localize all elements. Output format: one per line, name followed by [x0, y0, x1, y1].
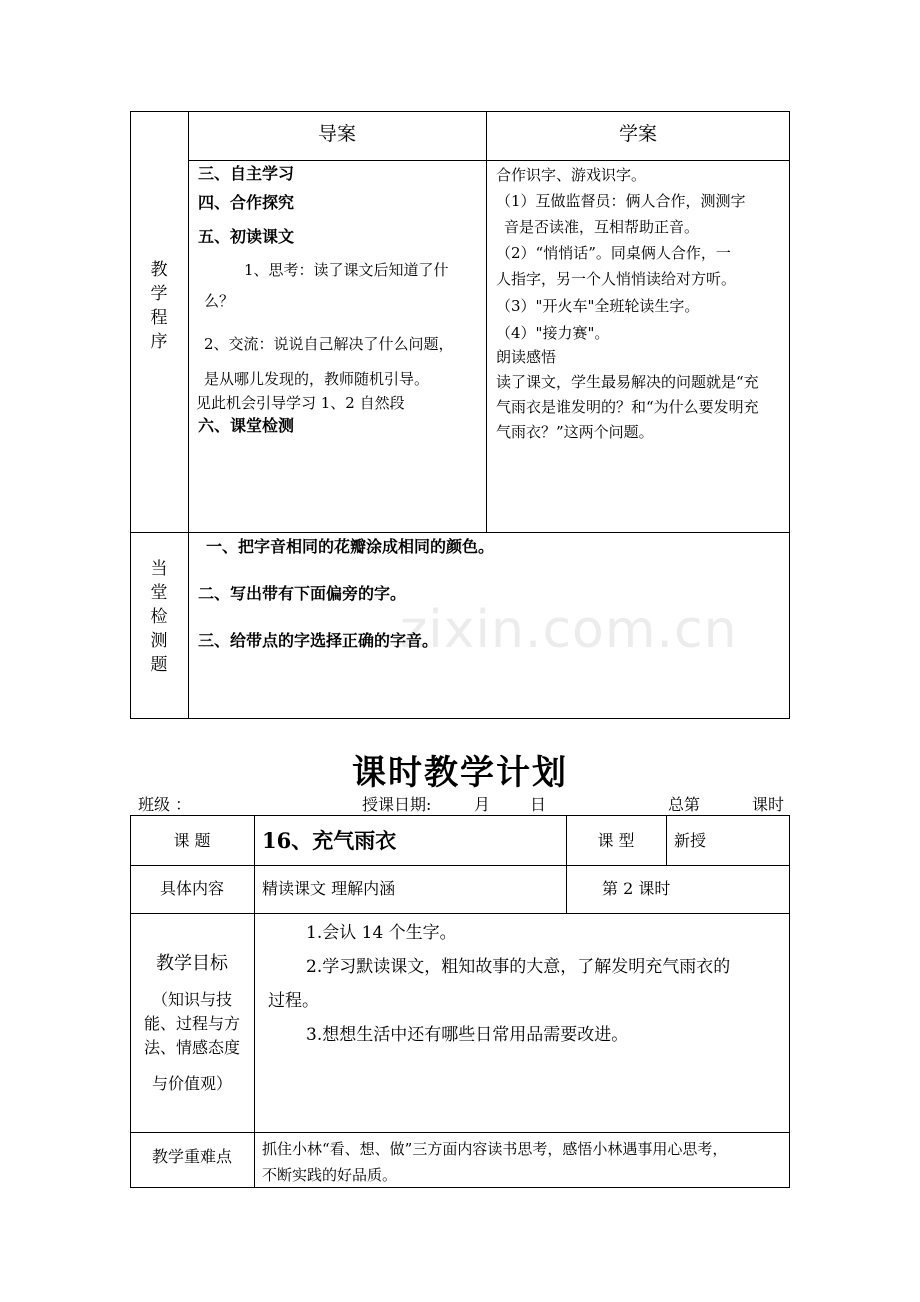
- row-label-test: [130, 557, 188, 677]
- guide-header: 导案: [317, 123, 356, 145]
- row-label-procedure: [130, 258, 188, 354]
- goal-line: 2.学习默读课文，粗知故事的大意，了解发明充气雨衣的: [306, 957, 731, 977]
- guide-line: 见此机会引导学习 1、2 自然段: [196, 394, 405, 412]
- total-label: 总第: [668, 795, 701, 814]
- class-label: 班级 ：: [138, 795, 192, 814]
- study-line: 气雨衣是谁发明的？和“为什么要发明充: [496, 398, 759, 416]
- study-line: （3）"开火车"全班轮读生字。: [496, 297, 700, 315]
- key-label: 教学重难点: [151, 1147, 232, 1166]
- table1-mid-divider: [486, 111, 487, 532]
- table2-line: [130, 1132, 790, 1133]
- goal-line: 3.想想生活中还有哪些日常用品需要改进。: [306, 1025, 629, 1045]
- table2-line: [130, 865, 790, 866]
- goal-sub-line: （知识与技: [151, 990, 232, 1009]
- lesson-number: 第 2 课时: [602, 879, 671, 898]
- guide-line: 2、交流：说说自己解决了什么问题，: [204, 335, 454, 353]
- study-line: 合作识字、游戏识字。: [496, 166, 647, 184]
- plan-title: 课时教学计划: [352, 753, 568, 793]
- goal-line: 1.会认 14 个生字。: [306, 923, 457, 943]
- table2-type-divider: [666, 815, 667, 865]
- study-line: 朗读感悟: [496, 348, 557, 366]
- content-label: 具体内容: [159, 879, 224, 898]
- goal-sub-line: 与价值观）: [151, 1074, 232, 1093]
- watermark: zixin.com.cn: [400, 600, 738, 660]
- content-value: 精读课文 理解内涵: [262, 879, 396, 898]
- table1-col-divider: [188, 111, 189, 719]
- row-label-test-text: 当堂检测题: [150, 559, 168, 675]
- date-label: 授课日期:: [362, 795, 432, 814]
- study-line: 读了课文，学生最易解决的问题就是“充: [496, 373, 759, 391]
- period-label: 课时: [752, 795, 785, 814]
- test-line: 一、把字音相同的花瓣涂成相同的颜色。: [206, 537, 495, 556]
- topic-label: 课 题: [173, 831, 211, 850]
- goal-sub-line: 能、过程与方: [143, 1014, 240, 1033]
- guide-line: 五、初读课文: [198, 227, 295, 246]
- guide-line: 么？: [204, 292, 235, 310]
- guide-line: 1、思考：读了课文后知道了什: [244, 261, 449, 279]
- guide-line: 是从哪儿发现的，教师随机引导。: [204, 370, 430, 388]
- test-line: 二、写出带有下面偏旁的字。: [198, 584, 407, 603]
- goal-label: 教学目标: [156, 953, 228, 974]
- type-label: 课 型: [597, 831, 635, 850]
- table1-header-line: [188, 160, 790, 161]
- study-line: （1）互做监督员：俩人合作，测测字: [496, 192, 746, 210]
- row-label-procedure-text: 教学程序: [150, 260, 168, 352]
- guide-line: 四、合作探究: [198, 193, 295, 212]
- key-line: 抓住小林“看、想、做”三方面内容读书思考，感悟小林遇事用心思考，: [262, 1140, 728, 1158]
- study-header: 学案: [618, 123, 657, 145]
- study-line: （4）"接力赛"。: [496, 324, 610, 342]
- topic-value: 16、充气雨衣: [262, 828, 397, 853]
- study-line: （2）“悄悄话”。同桌俩人合作，一: [496, 244, 731, 262]
- table2-line: [130, 913, 790, 914]
- study-line: 音是否读准，互相帮助正音。: [504, 218, 700, 236]
- guide-line: 三、自主学习: [198, 164, 295, 183]
- goal-sub-line: 法、情感态度: [143, 1038, 240, 1057]
- test-line: 三、给带点的字选择正确的字音。: [198, 631, 439, 650]
- month-label: 月: [474, 795, 491, 814]
- study-line: 气雨衣？”这两个问题。: [496, 423, 654, 441]
- table1-row-line: [130, 532, 790, 533]
- type-value: 新授: [674, 831, 707, 850]
- goal-line: 过程。: [268, 991, 319, 1011]
- day-label: 日: [530, 795, 547, 814]
- guide-line: 六、课堂检测: [198, 416, 295, 435]
- key-line: 不断实践的好品质。: [262, 1166, 398, 1184]
- study-line: 人指字，另一个人悄悄读给对方听。: [496, 270, 737, 288]
